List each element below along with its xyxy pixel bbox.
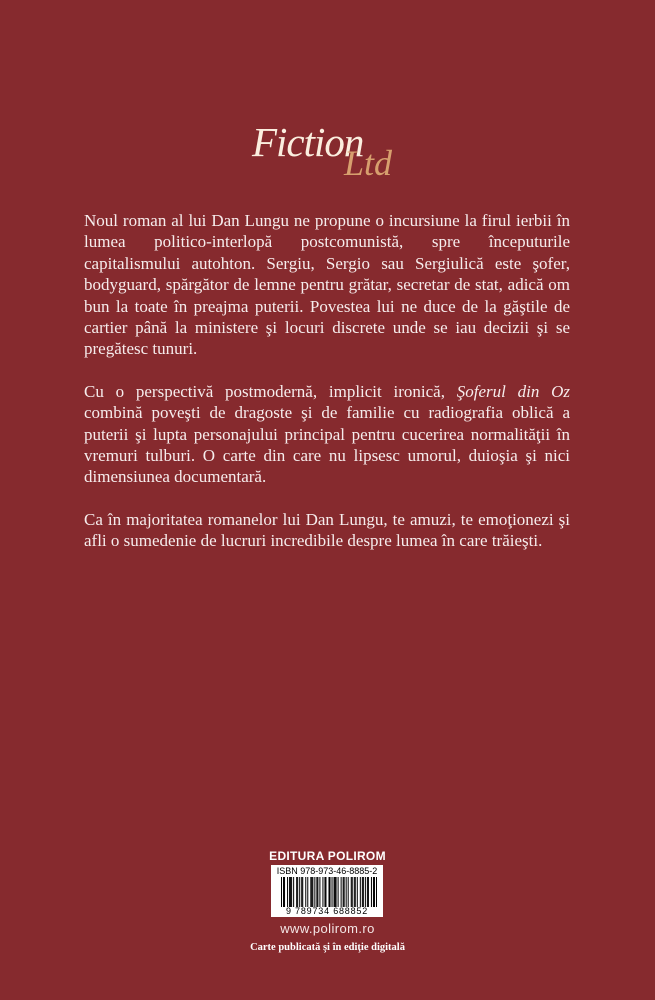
publisher-name: EDITURA POLIROM [269, 849, 386, 863]
barcode-digits: 9 789734 688852 [285, 906, 369, 916]
book-title: Şoferul din Oz [456, 381, 570, 401]
p2-before: Cu o perspectivă postmodernă, implicit ironică, [84, 381, 457, 401]
blurb-paragraph-3: Ca în majoritatea romanelor lui Dan Lungu, te amuzi, te emoţionezi şi afli o sumedenie de lucruri incredibile despre lumea în care trăieşti. [84, 509, 570, 551]
blurb-paragraph-1: Noul roman al lui Dan Lungu ne propune o incursiune la firul ierbii în lumea politico-interlopă postcomunistă, spre începuturile capitalismului autohton. Sergiu, Sergio sau Sergiulică este şofer, bodyguard, spărgător de lemne pentru grătar, secretar de stat, adică om bun la toate în preajma puterii. Povestea lui ne duce de la găştile de cartier până la ministere şi locuri discrete unde se iau decizii şi se pregătesc tunuri. [84, 211, 570, 359]
blurb-paragraph-2 [84, 381, 570, 488]
logo-word-ltd: Ltd [344, 143, 393, 183]
logo-word-fiction: Fiction [252, 119, 364, 165]
blurb [84, 210, 570, 573]
isbn-text: ISBN 978-973-46-8885-2 [276, 866, 378, 876]
fiction-ltd-logo [252, 118, 402, 190]
p2-after: combină poveşti de dragoste şi de familie cu radiografia oblică a puterii şi lupta personajului principal pentru cucerirea normalităţii în vremuri tulburi. O carte din care nu lipsesc umorul, duioşia şi nici dimensiunea documentară. [84, 403, 570, 487]
website: www.polirom.ro [280, 921, 375, 936]
digital-edition-note: Carte publicată şi în ediţie digitală [250, 942, 405, 953]
barcode-bars [281, 877, 377, 907]
barcode [271, 865, 383, 917]
